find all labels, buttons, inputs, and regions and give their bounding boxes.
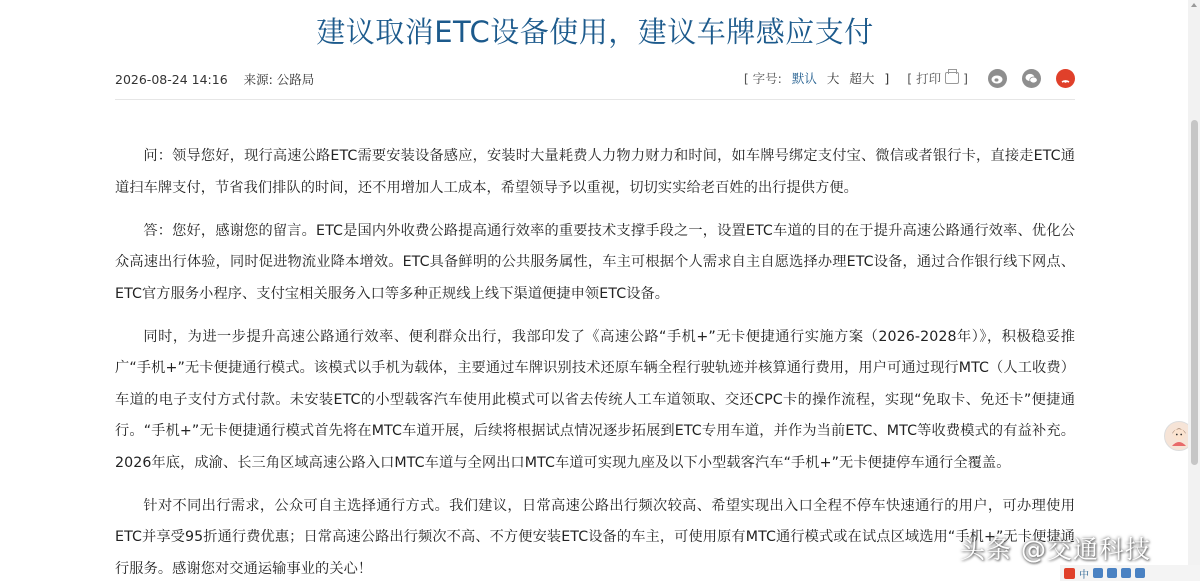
article-tools — [744, 66, 1075, 90]
printer-icon — [945, 72, 959, 84]
toutiao-watermark: 头条 @交通科技 — [960, 535, 1151, 564]
ime-skin-icon[interactable] — [1121, 568, 1131, 578]
article-source: 来源: 公路局 — [243, 72, 315, 87]
ime-mode-label[interactable]: 中 — [1079, 569, 1089, 581]
weibo-icon[interactable] — [988, 69, 1007, 88]
article-body — [115, 141, 1075, 581]
article-info — [115, 70, 326, 88]
vertical-scrollbar[interactable] — [1188, 0, 1200, 581]
article-title: 建议取消ETC设备使用，建议车牌感应支付 — [316, 15, 874, 49]
ime-logo-icon[interactable] — [1064, 568, 1075, 579]
font-size-label: [ 字号: — [743, 71, 782, 86]
paragraph-answer: 答：您好，感谢您的留言。ETC是国内外收费公路提高通行效率的重要技术支撑手段之一，设置ETC车道的目的在于提升高速公路通行效率、优化公众高速出行体验，同时促进物流业降本增效。ETC具备鲜明的公共服务属性，车主可根据个人需求自主自愿选择办理ETC设备，通过合作银行线下网点、ETC官方服务小程序、支付宝相关服务入口等多种正规线上线下渠道便捷申领ETC设备。 — [115, 222, 1075, 302]
paragraph-recommendation: 针对不同出行需求，公众可自主选择通行方式。我们建议，日常高速公路出行频次较高、希望实现出入口全程不停车快速通行的用户，可办理使用ETC并享受95折通行费优惠；日常高速公路出行频次不高、不方便安装ETC设备的车主，可使用原有MTC通行模式或在试点区域选用“手机+”无卡便捷通行服务。感谢您对交通运输事业的关心！ — [115, 497, 1075, 577]
font-size-switcher — [744, 69, 889, 87]
print-label: [ 打印 — [907, 71, 942, 86]
paragraph-question: 问：领导您好，现行高速公路ETC需要安装设备感应，安装时大量耗费人力物力财力和时间，如车牌号绑定支付宝、微信或者银行卡，直接走ETC通道扫车牌支付，节省我们排队的时间，还不用增加人工成本，希望领导予以重视，切切实实给老百姓的出行提供方便。 — [115, 148, 1075, 196]
scrollbar-thumb[interactable] — [1191, 120, 1198, 465]
title-divider — [115, 99, 1075, 100]
rss-icon[interactable] — [1056, 69, 1075, 88]
article-meta — [115, 66, 1075, 90]
ime-keyboard-icon[interactable] — [1107, 568, 1117, 578]
scroll-up-icon[interactable] — [1191, 3, 1197, 7]
font-size-xlarge-button[interactable]: 超大 — [849, 71, 875, 86]
paragraph-policy: 同时，为进一步提升高速公路通行效率、便利群众出行，我部印发了《高速公路“手机+”无卡便捷通行实施方案（2026-2028年）》，积极稳妥推广“手机+”无卡便捷通行模式。该模式以手机为载体，主要通过车牌识别技术还原车辆全程行驶轨迹并核算通行费用，用户可通过现行MTC（人工收费）车道的电子支付方式付款。未安装ETC的小型载客汽车使用此模式可以省去传统人工车道领取、交还CPC卡的操作流程，实现“免取卡、免还卡”便捷通行。“手机+”无卡便捷通行模式首先将在MTC车道开展，后续将根据试点情况逐步拓展到ETC专用车道，并作为当前ETC、MTC等收费模式的有益补充。2026年底，成渝、长三角区域高速公路入口MTC车道与全网出口MTC车道可实现九座及以下小型载客汽车“手机+”无卡便捷停车通行全覆盖。 — [115, 328, 1075, 471]
ime-toolbar — [1060, 565, 1200, 581]
print-button[interactable] — [907, 69, 968, 87]
ime-menu-icon[interactable] — [1135, 568, 1145, 578]
font-size-large-button[interactable]: 大 — [826, 71, 840, 86]
ime-punct-icon[interactable] — [1093, 568, 1103, 578]
font-size-bracket-close: ] — [884, 71, 890, 86]
wechat-icon[interactable] — [1022, 69, 1041, 88]
font-size-default-button[interactable]: 默认 — [791, 71, 817, 86]
publish-date: 2026-08-24 14:16 — [115, 72, 228, 87]
print-bracket-close: ] — [963, 70, 968, 86]
